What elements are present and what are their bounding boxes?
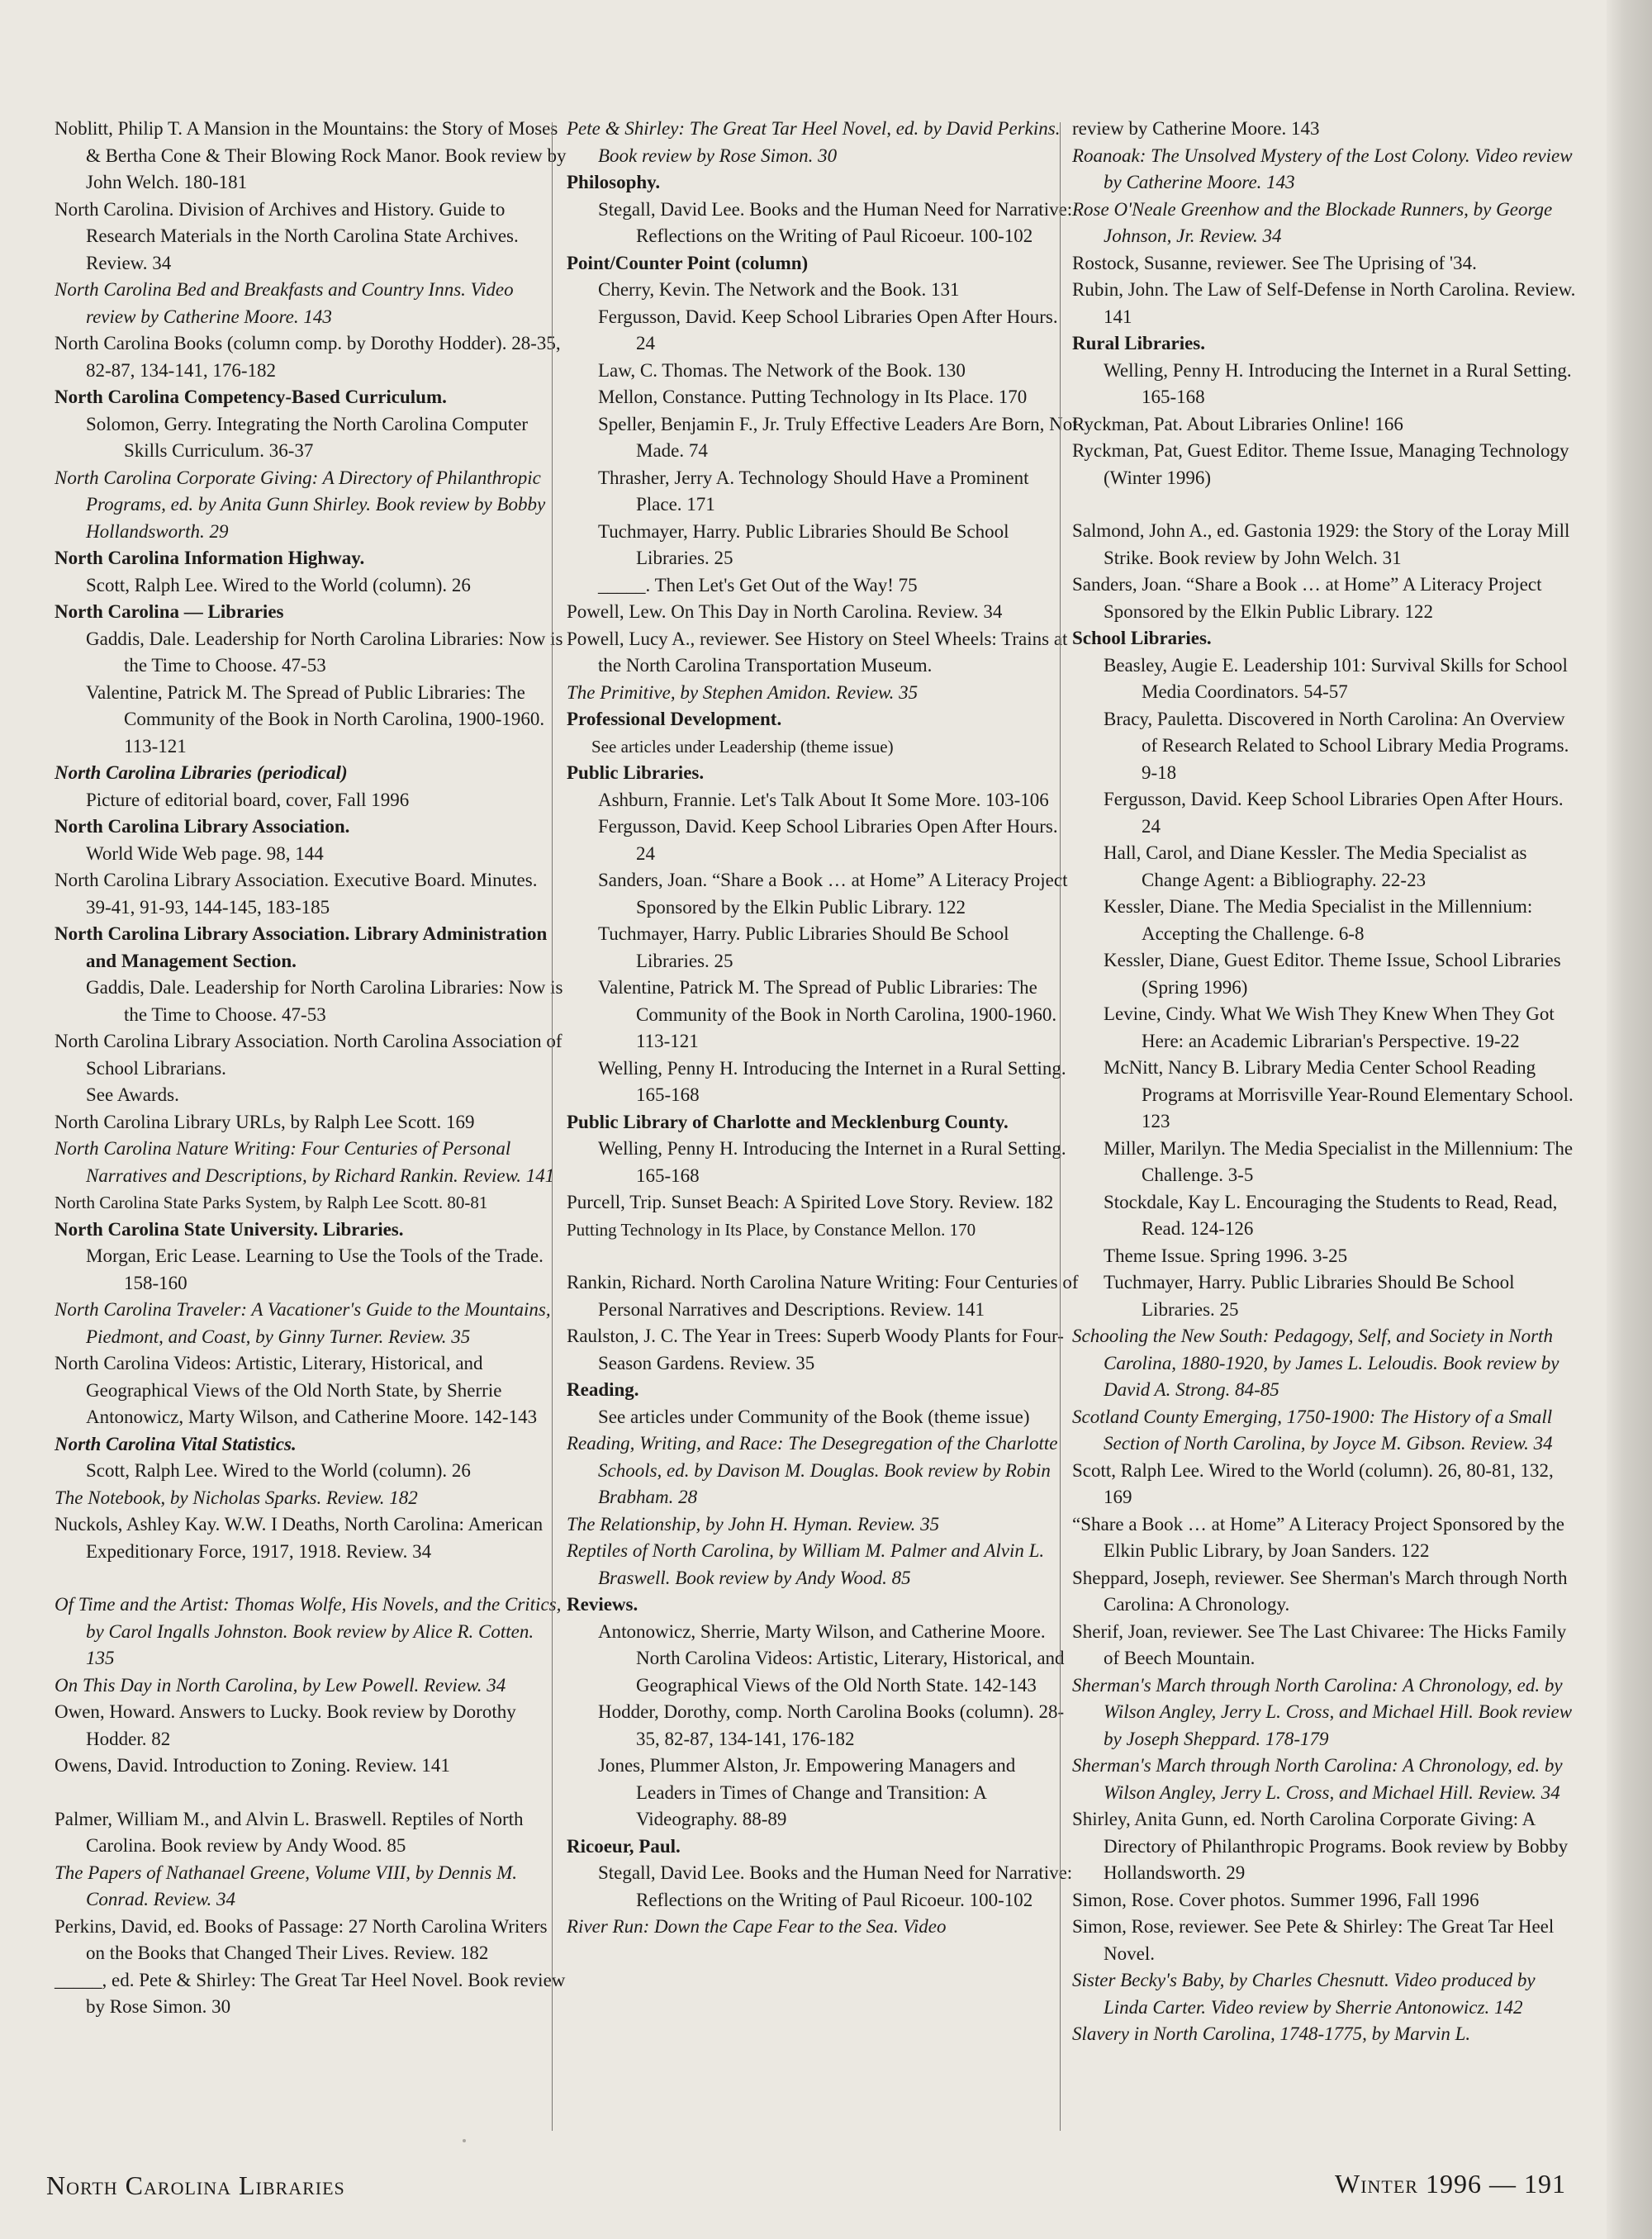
index-entry bbox=[1072, 1404, 1584, 1458]
subject-heading bbox=[567, 1377, 1079, 1404]
index-entry bbox=[567, 599, 1079, 626]
index-entry bbox=[55, 1914, 567, 1967]
index-entry bbox=[567, 1404, 1079, 1431]
index-entry bbox=[55, 1591, 567, 1672]
entry-text: _____. Then Let's Get Out of the Way! 75 bbox=[598, 574, 918, 595]
index-entry bbox=[567, 626, 1079, 680]
entry-text: Morgan, Eric Lease. Learning to Use the Tools of the Trade. 158-160 bbox=[86, 1245, 544, 1293]
entry-text: Beasley, Augie E. Leadership 101: Survival Skills for School Media Coordinators. 54-57 bbox=[1104, 654, 1568, 702]
entry-text: Law, C. Thomas. The Network of the Book. 130 bbox=[598, 359, 966, 381]
index-entry bbox=[1072, 947, 1584, 1001]
entry-text: Of Time and the Artist: Thomas Wolfe, His Novels, and the Critics, by Carol Ingalls Johnston. Book review by Alice R. Cotten. 135 bbox=[55, 1594, 562, 1668]
index-entry bbox=[1072, 1055, 1584, 1136]
index-entry bbox=[55, 411, 567, 465]
index-entry bbox=[567, 116, 1079, 169]
entry-text: Shirley, Anita Gunn, ed. North Carolina Corporate Giving: A Directory of Philanthropic Programs. Book review by Bobby Hollandsworth. 29 bbox=[1072, 1809, 1569, 1883]
index-entry bbox=[1072, 1323, 1584, 1404]
entry-text: “Share a Book … at Home” A Literacy Project Sponsored by the Elkin Public Library, by Joan Sanders. 122 bbox=[1072, 1513, 1564, 1561]
index-entry bbox=[567, 1538, 1079, 1591]
index-entry bbox=[1072, 1619, 1584, 1672]
index-entry bbox=[567, 1430, 1079, 1511]
entry-text: Valentine, Patrick M. The Spread of Public Libraries: The Community of the Book in North Carolina, 1900-1960. 113-121 bbox=[598, 977, 1057, 1051]
index-entry bbox=[55, 277, 567, 330]
index-entry bbox=[1072, 1001, 1584, 1055]
entry-text: Theme Issue. Spring 1996. 3-25 bbox=[1104, 1245, 1348, 1266]
entry-text: North Carolina Videos: Artistic, Literary, Historical, and Geographical Views of the Old North State, by Sherrie Antonowicz, Marty Wilson, and Catherine Moore. 142-143 bbox=[55, 1353, 538, 1427]
entry-text: Simon, Rose, reviewer. See Pete & Shirley: The Great Tar Heel Novel. bbox=[1072, 1916, 1555, 1964]
subject-heading bbox=[55, 1431, 567, 1459]
entry-text: Rankin, Richard. North Carolina Nature Writing: Four Centuries of Personal Narratives and Descriptions. Review. 141 bbox=[567, 1272, 1079, 1320]
subject-heading bbox=[55, 760, 567, 787]
subject-heading bbox=[567, 250, 1079, 278]
index-entry bbox=[567, 277, 1079, 304]
index-entry bbox=[55, 1458, 567, 1485]
subject-heading bbox=[567, 169, 1079, 197]
entry-text: North Carolina Library URLs, by Ralph Lee Scott. 169 bbox=[55, 1111, 475, 1132]
entry-text: North Carolina Books (column comp. by Dorothy Hodder). 28-35, 82-87, 134-141, 176-182 bbox=[55, 333, 561, 381]
entry-text: Fergusson, David. Keep School Libraries Open After Hours. 24 bbox=[598, 816, 1058, 864]
entry-text: Stegall, David Lee. Books and the Human Need for Narrative: Reflections on the Writing of Paul Ricoeur. 100-102 bbox=[598, 1862, 1073, 1910]
entry-text: Reading. bbox=[567, 1379, 639, 1400]
subject-heading bbox=[567, 1833, 1079, 1861]
index-entry bbox=[567, 1217, 1079, 1244]
index-entry bbox=[55, 1350, 567, 1431]
entry-spacer bbox=[55, 1780, 567, 1806]
entry-text: Raulston, J. C. The Year in Trees: Superb Woody Plants for Four-Season Gardens. Review. 35 bbox=[567, 1326, 1064, 1373]
entry-text: The Notebook, by Nicholas Sparks. Review. 182 bbox=[55, 1487, 418, 1508]
entry-text: Solomon, Gerry. Integrating the North Carolina Computer Skills Curriculum. 36-37 bbox=[86, 413, 529, 461]
index-entry bbox=[1072, 143, 1584, 197]
entry-text: River Run: Down the Cape Fear to the Sea. Video bbox=[567, 1916, 947, 1937]
index-entry bbox=[567, 787, 1079, 814]
index-entry bbox=[567, 680, 1079, 707]
index-entry bbox=[1072, 1914, 1584, 1967]
index-entry bbox=[55, 1806, 567, 1860]
entry-text: Slavery in North Carolina, 1748-1775, by Marvin L. bbox=[1072, 2023, 1471, 2044]
entry-text: Palmer, William M., and Alvin L. Braswell. Reptiles of North Carolina. Book review by Andy Wood. 85 bbox=[55, 1808, 524, 1856]
entry-spacer bbox=[1072, 491, 1584, 518]
entry-text: review by Catherine Moore. 143 bbox=[1072, 118, 1320, 139]
index-entry bbox=[567, 572, 1079, 600]
entry-text: Fergusson, David. Keep School Libraries Open After Hours. 24 bbox=[598, 306, 1058, 353]
index-entry bbox=[55, 116, 567, 197]
entry-text: Scotland County Emerging, 1750-1900: The History of a Small Section of North Carolina, by Joyce M. Gibson. Review. 34 bbox=[1072, 1406, 1553, 1454]
entry-text: _____, ed. Pete & Shirley: The Great Tar Heel Novel. Book review by Rose Simon. 30 bbox=[55, 1969, 566, 2017]
entry-text: Ryckman, Pat. About Libraries Online! 166 bbox=[1072, 413, 1403, 434]
entry-text: Salmond, John A., ed. Gastonia 1929: the Story of the Loray Mill Strike. Book review by John Welch. 31 bbox=[1072, 520, 1570, 568]
entry-text: North Carolina Bed and Breakfasts and Country Inns. Video review by Catherine Moore. 143 bbox=[55, 279, 514, 327]
index-entry bbox=[567, 304, 1079, 358]
entry-text: Point/Counter Point (column) bbox=[567, 252, 809, 273]
entry-text: North Carolina Competency-Based Curriculum. bbox=[55, 387, 447, 407]
entry-text: Reviews. bbox=[567, 1594, 638, 1615]
index-entry bbox=[55, 1136, 567, 1189]
subject-heading bbox=[567, 760, 1079, 787]
index-entry bbox=[1072, 1189, 1584, 1243]
subject-heading bbox=[567, 706, 1079, 733]
index-column-1 bbox=[55, 116, 567, 2021]
index-entry bbox=[55, 1511, 567, 1565]
index-column-3 bbox=[1072, 116, 1584, 2048]
index-entry bbox=[1072, 1269, 1584, 1323]
index-entry bbox=[567, 411, 1079, 465]
footer-issue-page: Winter 1996 — 191 bbox=[1335, 2169, 1566, 2199]
index-entry bbox=[567, 1511, 1079, 1539]
index-entry bbox=[1072, 250, 1584, 278]
entry-text: Hodder, Dorothy, comp. North Carolina Books (column). 28-35, 82-87, 134-141, 176-182 bbox=[598, 1701, 1065, 1749]
entry-text: Sherman's March through North Carolina: A Chronology, ed. by Wilson Angley, Jerry L. Cross, and Michael Hill. Review. 34 bbox=[1072, 1755, 1563, 1803]
entry-text: Bracy, Pauletta. Discovered in North Carolina: An Overview of Research Related to School Library Media Programs. 9-18 bbox=[1104, 708, 1569, 783]
index-entry bbox=[567, 1914, 1079, 1941]
entry-text: Sheppard, Joseph, reviewer. See Sherman's March through North Carolina: A Chronology. bbox=[1072, 1567, 1568, 1615]
entry-text: Scott, Ralph Lee. Wired to the World (column). 26 bbox=[86, 1460, 471, 1481]
index-entry bbox=[55, 1243, 567, 1297]
entry-text: Professional Development. bbox=[567, 709, 782, 729]
index-entry bbox=[55, 680, 567, 761]
subject-heading bbox=[55, 921, 567, 975]
index-entry bbox=[1072, 706, 1584, 787]
entry-text: Rubin, John. The Law of Self-Defense in North Carolina. Review. 141 bbox=[1072, 279, 1576, 327]
entry-text: Owens, David. Introduction to Zoning. Review. 141 bbox=[55, 1755, 450, 1776]
entry-text: Stegall, David Lee. Books and the Human Need for Narrative: Reflections on the Writing of Paul Ricoeur. 100-102 bbox=[598, 198, 1073, 246]
entry-text: North Carolina Library Association. bbox=[55, 816, 350, 837]
index-entry bbox=[567, 814, 1079, 867]
index-entry bbox=[567, 1189, 1079, 1217]
entry-text: Ricoeur, Paul. bbox=[567, 1835, 681, 1857]
index-entry bbox=[1072, 438, 1584, 491]
entry-text: Rose O'Neale Greenhow and the Blockade Runners, by George Johnson, Jr. Review. 34 bbox=[1072, 198, 1553, 246]
entry-text: Sherif, Joan, reviewer. See The Last Chivaree: The Hicks Family of Beech Mountain. bbox=[1072, 1620, 1567, 1668]
index-entry bbox=[55, 572, 567, 600]
entry-text: See articles under Leadership (theme issue) bbox=[591, 736, 894, 757]
index-entry bbox=[55, 626, 567, 680]
entry-text: On This Day in North Carolina, by Lew Powell. Review. 34 bbox=[55, 1674, 506, 1696]
index-entry bbox=[1072, 1458, 1584, 1511]
subject-heading bbox=[1072, 330, 1584, 358]
index-entry bbox=[567, 1323, 1079, 1377]
index-entry bbox=[1072, 116, 1584, 143]
index-entry bbox=[55, 841, 567, 868]
index-entry bbox=[567, 921, 1079, 975]
subject-heading bbox=[55, 814, 567, 841]
index-entry bbox=[55, 1485, 567, 1512]
entry-text: The Papers of Nathanael Greene, Volume VIII, by Dennis M. Conrad. Review. 34 bbox=[55, 1862, 517, 1909]
entry-text: Welling, Penny H. Introducing the Internet in a Rural Setting. 165-168 bbox=[598, 1057, 1066, 1105]
entry-text: North Carolina State Parks System, by Ralph Lee Scott. 80-81 bbox=[55, 1193, 488, 1212]
entry-text: North Carolina. Division of Archives and History. Guide to Research Materials in the North Carolina State Archives. Review. 34 bbox=[55, 198, 519, 273]
index-entry bbox=[1072, 572, 1584, 625]
index-entry bbox=[55, 1189, 567, 1217]
page-gutter-shadow bbox=[1607, 0, 1652, 2239]
index-entry bbox=[1072, 1243, 1584, 1270]
index-entry bbox=[567, 1860, 1079, 1914]
entry-text: Roanoak: The Unsolved Mystery of the Lost Colony. Video review by Catherine Moore. 143 bbox=[1072, 145, 1573, 192]
subject-heading bbox=[1072, 625, 1584, 652]
entry-text: North Carolina Nature Writing: Four Centuries of Personal Narratives and Descriptions, by Richard Rankin. Review. 141 bbox=[55, 1138, 555, 1186]
entry-text: Perkins, David, ed. Books of Passage: 27 North Carolina Writers on the Books that Changed Their Lives. Review. 182 bbox=[55, 1915, 548, 1963]
index-entry bbox=[1072, 197, 1584, 250]
index-entry bbox=[55, 1967, 567, 2021]
entry-text: North Carolina State University. Libraries. bbox=[55, 1218, 404, 1240]
entry-text: North Carolina — Libraries bbox=[55, 601, 284, 622]
subject-heading bbox=[55, 1217, 567, 1244]
entry-text: North Carolina Traveler: A Vacationer's Guide to the Mountains, Piedmont, and Coast, by Ginny Turner. Review. 35 bbox=[55, 1299, 551, 1347]
entry-text: Tuchmayer, Harry. Public Libraries Should Be School Libraries. 25 bbox=[598, 923, 1009, 971]
index-entry bbox=[567, 867, 1079, 921]
index-entry bbox=[1072, 1753, 1584, 1806]
index-entry bbox=[55, 1699, 567, 1753]
index-entry bbox=[1072, 1511, 1584, 1565]
entry-text: Kessler, Diane, Guest Editor. Theme Issue, School Libraries (Spring 1996) bbox=[1104, 950, 1561, 998]
index-entry bbox=[55, 465, 567, 546]
entry-text: Reading, Writing, and Race: The Desegregation of the Charlotte Schools, ed. by Davison M. Douglas. Book review by Robin Brabham. 28 bbox=[567, 1433, 1058, 1507]
entry-text: Gaddis, Dale. Leadership for North Carolina Libraries: Now is the Time to Choose. 47-53 bbox=[86, 977, 563, 1025]
entry-text: Cherry, Kevin. The Network and the Book. 131 bbox=[598, 279, 960, 300]
entry-text: See Awards. bbox=[86, 1084, 179, 1105]
entry-text: Hall, Carol, and Diane Kessler. The Media Specialist as Change Agent: a Bibliography. 22-23 bbox=[1104, 842, 1527, 890]
index-entry bbox=[567, 1055, 1079, 1109]
entry-text: Kessler, Diane. The Media Specialist in the Millennium: Accepting the Challenge. 6-8 bbox=[1104, 896, 1533, 944]
entry-text: Sanders, Joan. “Share a Book … at Home” A Literacy Project Sponsored by the Elkin Public Library. 122 bbox=[598, 870, 1068, 918]
entry-text: See articles under Community of the Book (theme issue) bbox=[598, 1406, 1030, 1427]
index-entry bbox=[1072, 1806, 1584, 1887]
entry-text: Stockdale, Kay L. Encouraging the Students to Read, Read, Read. 124-126 bbox=[1104, 1191, 1558, 1239]
index-entry bbox=[55, 1672, 567, 1700]
entry-text: Powell, Lucy A., reviewer. See History on Steel Wheels: Trains at the North Carolina Transportation Museum. bbox=[567, 628, 1068, 676]
index-entry bbox=[567, 1619, 1079, 1700]
entry-text: The Primitive, by Stephen Amidon. Review. 35 bbox=[567, 681, 919, 703]
index-entry bbox=[1072, 1672, 1584, 1753]
entry-text: Ryckman, Pat, Guest Editor. Theme Issue, Managing Technology (Winter 1996) bbox=[1072, 440, 1569, 488]
entry-text: World Wide Web page. 98, 144 bbox=[86, 842, 324, 864]
index-entry bbox=[1072, 1967, 1584, 2021]
entry-text: North Carolina Library Association. Library Administration and Management Section. bbox=[55, 923, 548, 971]
entry-text: Scott, Ralph Lee. Wired to the World (column). 26, 80-81, 132, 169 bbox=[1072, 1459, 1554, 1507]
entry-text: Antonowicz, Sherrie, Marty Wilson, and Catherine Moore. North Carolina Videos: Artistic, Literary, Historical, and Geographical Views of the Old North State. 142-143 bbox=[598, 1620, 1065, 1696]
entry-text: Gaddis, Dale. Leadership for North Carolina Libraries: Now is the Time to Choose. 47-53 bbox=[86, 628, 563, 676]
index-entry bbox=[55, 867, 567, 921]
index-entry bbox=[1072, 652, 1584, 706]
column-divider bbox=[1060, 122, 1061, 2131]
index-entry bbox=[55, 1109, 567, 1136]
index-entry bbox=[567, 1753, 1079, 1833]
index-entry bbox=[567, 384, 1079, 411]
entry-text: North Carolina Libraries (periodical) bbox=[55, 762, 348, 783]
entry-text: Philosophy. bbox=[567, 172, 661, 192]
index-entry bbox=[567, 358, 1079, 385]
index-entry bbox=[55, 1028, 567, 1082]
index-entry bbox=[55, 330, 567, 384]
entry-text: North Carolina Vital Statistics. bbox=[55, 1433, 297, 1454]
index-entry bbox=[567, 975, 1079, 1055]
entry-text: North Carolina Library Association. North Carolina Association of School Librarians. bbox=[55, 1031, 563, 1079]
entry-text: Reptiles of North Carolina, by William M. Palmer and Alvin L. Braswell. Book review by Andy Wood. 85 bbox=[567, 1540, 1045, 1588]
index-entry bbox=[55, 197, 567, 278]
entry-spacer bbox=[55, 1565, 567, 1591]
index-entry bbox=[1072, 1565, 1584, 1619]
entry-text: Mellon, Constance. Putting Technology in Its Place. 170 bbox=[598, 387, 1028, 407]
subject-heading bbox=[55, 599, 567, 626]
entry-text: Purcell, Trip. Sunset Beach: A Spirited Love Story. Review. 182 bbox=[567, 1192, 1054, 1212]
subject-heading bbox=[55, 384, 567, 411]
entry-text: Thrasher, Jerry A. Technology Should Have a Prominent Place. 171 bbox=[598, 467, 1029, 515]
index-column-2 bbox=[567, 116, 1079, 1941]
entry-text: Public Libraries. bbox=[567, 762, 705, 783]
entry-text: Rural Libraries. bbox=[1072, 333, 1205, 353]
entry-text: Welling, Penny H. Introducing the Internet in a Rural Setting. 165-168 bbox=[1104, 359, 1572, 407]
entry-text: Public Library of Charlotte and Mecklenburg County. bbox=[567, 1111, 1009, 1132]
entry-text: Fergusson, David. Keep School Libraries Open After Hours. 24 bbox=[1104, 789, 1564, 837]
index-entry bbox=[1072, 277, 1584, 330]
index-entry bbox=[1072, 2021, 1584, 2048]
subject-heading bbox=[55, 545, 567, 572]
index-entry bbox=[567, 465, 1079, 519]
index-entry bbox=[1072, 411, 1584, 439]
entry-text: Jones, Plummer Alston, Jr. Empowering Managers and Leaders in Times of Change and Transition: A Videography. 88-89 bbox=[598, 1755, 1016, 1829]
entry-text: Miller, Marilyn. The Media Specialist in the Millennium: The Challenge. 3-5 bbox=[1104, 1137, 1574, 1185]
entry-text: Tuchmayer, Harry. Public Libraries Should Be School Libraries. 25 bbox=[1104, 1272, 1515, 1320]
entry-text: Simon, Rose. Cover photos. Summer 1996, Fall 1996 bbox=[1072, 1889, 1479, 1910]
subject-heading bbox=[567, 1591, 1079, 1619]
index-entry bbox=[55, 975, 567, 1028]
entry-text: Sherman's March through North Carolina: A Chronology, ed. by Wilson Angley, Jerry L. Cross, and Michael Hill. Book review by Joseph Sheppard. 178-179 bbox=[1072, 1674, 1573, 1749]
entry-text: School Libraries. bbox=[1072, 628, 1212, 648]
footer-journal-title: North Carolina Libraries bbox=[46, 2170, 345, 2200]
index-entry bbox=[1072, 894, 1584, 947]
entry-text: Levine, Cindy. What We Wish They Knew When They Got Here: an Academic Librarian's Perspective. 19-22 bbox=[1104, 1003, 1555, 1051]
entry-text: North Carolina Library Association. Executive Board. Minutes. 39-41, 91-93, 144-145, 183-185 bbox=[55, 870, 538, 918]
entry-text: Speller, Benjamin F., Jr. Truly Effective Leaders Are Born, Not Made. 74 bbox=[598, 413, 1078, 461]
entry-text: The Relationship, by John H. Hyman. Review. 35 bbox=[567, 1513, 940, 1535]
index-entry bbox=[567, 1269, 1079, 1323]
entry-text: North Carolina Information Highway. bbox=[55, 548, 365, 568]
index-entry bbox=[55, 1082, 567, 1109]
index-entry bbox=[567, 733, 1079, 761]
entry-text: Welling, Penny H. Introducing the Internet in a Rural Setting. 165-168 bbox=[598, 1138, 1066, 1186]
entry-text: Putting Technology in Its Place, by Constance Mellon. 170 bbox=[567, 1219, 976, 1240]
entry-text: Powell, Lew. On This Day in North Carolina. Review. 34 bbox=[567, 601, 1003, 622]
entry-text: Valentine, Patrick M. The Spread of Public Libraries: The Community of the Book in North Carolina, 1900-1960. 113-121 bbox=[86, 681, 545, 757]
index-entry bbox=[1072, 358, 1584, 411]
entry-text: Noblitt, Philip T. A Mansion in the Mountains: the Story of Moses & Bertha Cone & Their Blowing Rock Manor. Book review by John Welch. 180-181 bbox=[55, 118, 567, 192]
entry-text: Nuckols, Ashley Kay. W.W. I Deaths, North Carolina: American Expeditionary Force, 1917, 1918. Review. 34 bbox=[55, 1514, 544, 1562]
index-entry bbox=[567, 1699, 1079, 1753]
column-divider bbox=[552, 122, 553, 2131]
entry-text: Ashburn, Frannie. Let's Talk About It Some More. 103-106 bbox=[598, 789, 1049, 810]
entry-text: North Carolina Corporate Giving: A Directory of Philanthropic Programs, ed. by Anita Gunn Shirley. Book review by Bobby Hollandsworth. 29 bbox=[55, 467, 546, 542]
subject-heading bbox=[567, 1109, 1079, 1136]
entry-text: Sister Becky's Baby, by Charles Chesnutt. Video produced by Linda Carter. Video review by Sherrie Antonowicz. 142 bbox=[1072, 1970, 1536, 2018]
index-entry bbox=[567, 197, 1079, 250]
index-entry bbox=[1072, 1887, 1584, 1914]
index-entry bbox=[55, 1297, 567, 1350]
entry-text: Rostock, Susanne, reviewer. See The Uprising of '34. bbox=[1072, 252, 1477, 273]
index-entry bbox=[55, 787, 567, 814]
index-entry bbox=[1072, 840, 1584, 894]
index-entry bbox=[1072, 786, 1584, 840]
entry-text: Sanders, Joan. “Share a Book … at Home” A Literacy Project Sponsored by the Elkin Public Library. 122 bbox=[1072, 574, 1542, 622]
paper-speck bbox=[463, 2139, 466, 2142]
entry-text: Schooling the New South: Pedagogy, Self, and Society in North Carolina, 1880-1920, by James L. Leloudis. Book review by David A. Strong. 84-85 bbox=[1072, 1326, 1559, 1400]
index-entry bbox=[567, 1136, 1079, 1189]
entry-spacer bbox=[567, 1243, 1079, 1269]
index-entry bbox=[1072, 518, 1584, 572]
entry-text: Scott, Ralph Lee. Wired to the World (column). 26 bbox=[86, 574, 471, 595]
index-entry bbox=[55, 1753, 567, 1780]
entry-text: McNitt, Nancy B. Library Media Center School Reading Programs at Morrisville Year-Round Elementary School. 123 bbox=[1104, 1057, 1574, 1131]
entry-text: Picture of editorial board, cover, Fall 1996 bbox=[86, 789, 410, 810]
entry-text: Tuchmayer, Harry. Public Libraries Should Be School Libraries. 25 bbox=[598, 520, 1009, 568]
index-entry bbox=[55, 1860, 567, 1914]
index-entry bbox=[567, 519, 1079, 572]
entry-text: Owen, Howard. Answers to Lucky. Book review by Dorothy Hodder. 82 bbox=[55, 1701, 516, 1749]
index-entry bbox=[1072, 1136, 1584, 1189]
entry-text: Pete & Shirley: The Great Tar Heel Novel, ed. by David Perkins. Book review by Rose Simon. 30 bbox=[567, 118, 1061, 166]
